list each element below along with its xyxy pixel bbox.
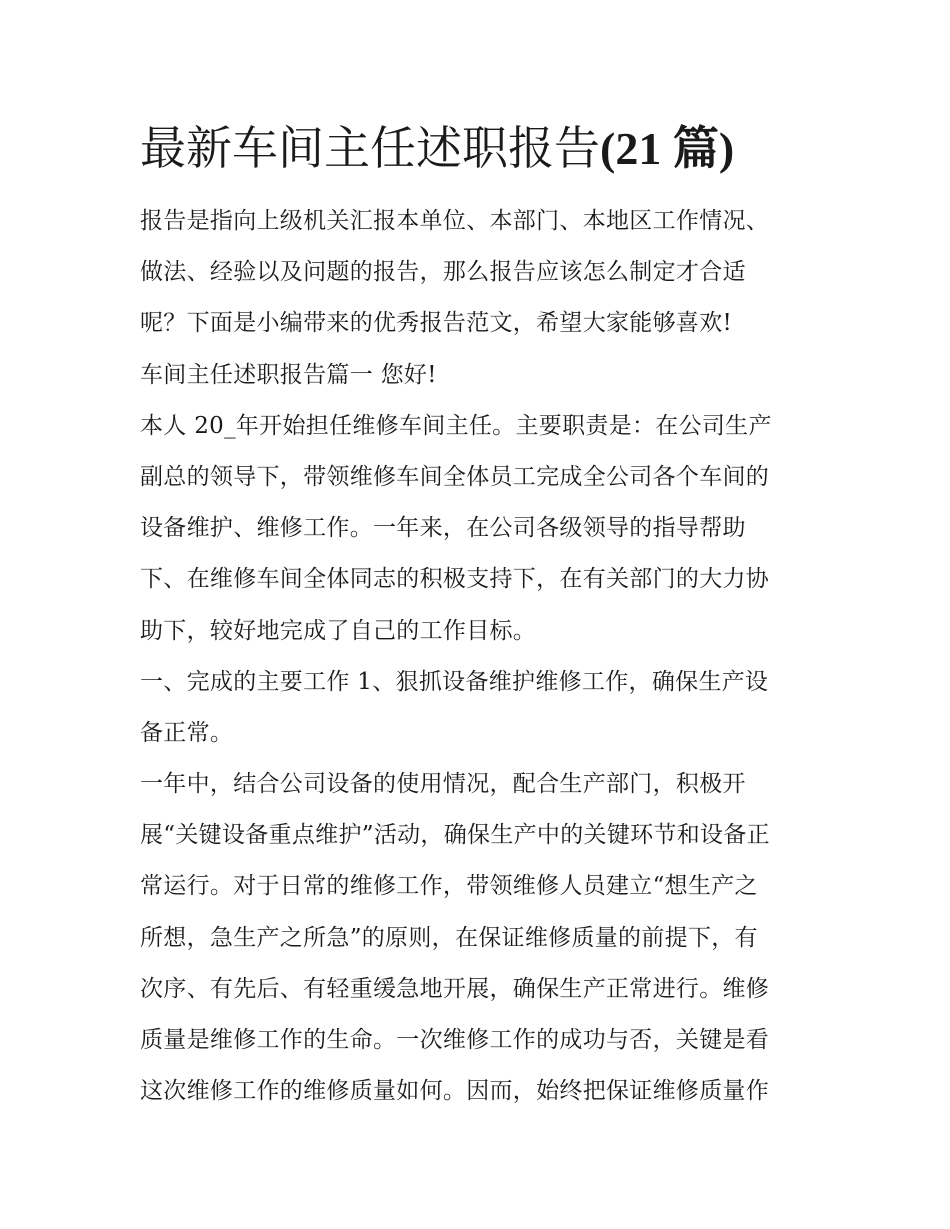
title-main-text: 最新车间主任述职报告	[140, 121, 600, 175]
body-line: 质量是维修工作的生命。一次维修工作的成功与否，关键是看	[140, 1027, 770, 1053]
body-line: 报告是指向上级机关汇报本单位、本部门、本地区工作情况、	[140, 208, 770, 234]
title-suffix-text: (21 篇)	[600, 123, 735, 174]
body-line: 备正常。	[140, 719, 234, 746]
body-line: 常运行。对于日常的维修工作，带领维修人员建立“想生产之	[140, 873, 758, 900]
body-line: 呢？下面是小编带来的优秀报告范文，希望大家能够喜欢!	[140, 310, 733, 337]
body-line: 设备维护、维修工作。一年来，在公司各级领导的指导帮助	[140, 515, 746, 542]
body-line: 副总的领导下，带领维修车间全体员工完成全公司各个车间的	[140, 463, 770, 490]
body-line: 一、完成的主要工作 1、狠抓设备维护维修工作，确保生产设	[140, 668, 769, 695]
body-line: 助下，较好地完成了自己的工作目标。	[140, 617, 537, 644]
body-line: 本人 20_年开始担任维修车间主任。主要职责是：在公司生产	[140, 412, 772, 439]
body-line: 展“关键设备重点维护”活动，确保生产中的关键环节和设备正	[140, 822, 770, 849]
document-body	[140, 196, 812, 1117]
body-line: 次序、有先后、有轻重缓急地开展，确保生产正常进行。维修	[140, 975, 770, 1002]
body-line: 一年中，结合公司设备的使用情况，配合生产部门，积极开	[140, 771, 746, 798]
body-line: 这次维修工作的维修质量如何。因而，始终把保证维修质量作	[140, 1078, 770, 1105]
body-line: 所想，急生产之所急”的原则，在保证维修质量的前提下，有	[140, 924, 758, 951]
section-heading-line: 车间主任述职报告篇一 您好!	[140, 361, 437, 388]
body-line: 做法、经验以及问题的报告，那么报告应该怎么制定才合适	[140, 259, 746, 286]
body-line: 下、在维修车间全体同志的积极支持下，在有关部门的大力协	[140, 566, 770, 593]
document-title	[140, 118, 840, 179]
